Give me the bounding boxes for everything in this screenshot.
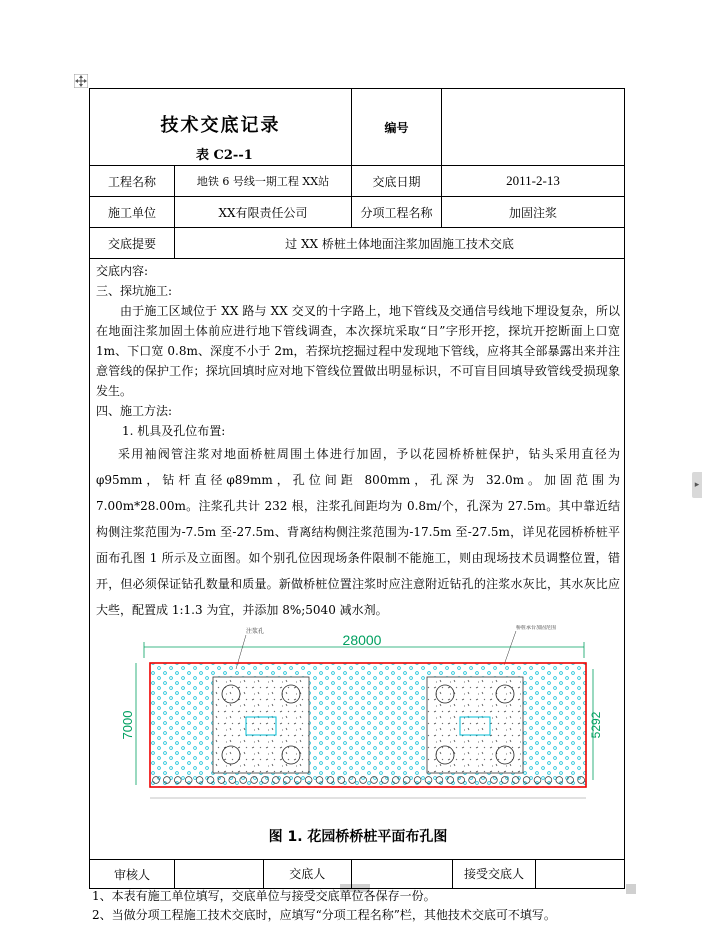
header-title-cell bbox=[90, 89, 352, 166]
figure-caption: 图 1. 花园桥桥桩平面布孔图 bbox=[268, 829, 448, 845]
pile-layout-figure bbox=[96, 625, 620, 847]
side-panel-expand-tab[interactable]: ▸ bbox=[692, 472, 702, 498]
dimension-height-label: 7000 bbox=[120, 710, 135, 740]
date-label: 交底日期 bbox=[352, 166, 442, 197]
section-3-body: 由于施工区域位于 XX 路与 XX 交叉的十字路上，地下管线及交通信号线地下埋设复杂，所以在地面注浆加固土体前应进行地下管线调查，本次探坑采取“日”字形开挖，探坑开挖断面上口宽 1m、下口宽 0.8m、深度不小于 2m，若探坑挖掘过程中发现地下管线，应将其全部暴露出来并注意管线的保护工作；探坑回填时应对地下管线位置做出明显标识，不可盲目回填导致管线受损现象发生。 bbox=[96, 304, 620, 398]
construction-unit-label: 施工单位 bbox=[90, 197, 175, 228]
section-4-1-title: 1. 机具及孔位布置: bbox=[122, 424, 226, 438]
construction-unit-value[interactable]: XX有限责任公司 bbox=[175, 197, 352, 228]
section-4-title: 四、施工方法: bbox=[96, 404, 173, 418]
dimension-width-label: 28000 bbox=[342, 632, 382, 648]
date-value[interactable]: 2011-2-13 bbox=[442, 166, 625, 197]
presenter-label: 交底人 bbox=[289, 867, 326, 881]
table-resize-handle[interactable] bbox=[626, 884, 636, 894]
technical-disclosure-table bbox=[89, 88, 625, 889]
reviewer-signature[interactable] bbox=[175, 860, 352, 889]
section-4-1-body: 采用袖阀管注浆对地面桥桩周围土体进行加固，予以花园桥桥桩保护，钻头采用直径为φ95mm，钻杆直径φ89mm，孔位间距 800mm，孔深为 32.0m。加固范围为 7.00m*28.00m。注浆孔共计 232 根，注浆孔间距均为 0.8m/个，孔深为 27.5m。其中靠近结构侧注浆范围为-7.5m 至-27.5m、背离结构侧注浆范围为-17.5m 至-27.5m，详见花园桥桥桩平面布孔图 1 所示及立面图。如个别孔位因现场条件限制不能施工，则由现场技术员调整位置，错开，但必须保证钻孔数量和质量。新做桥桩位置注浆时应注意附近钻孔的注浆水灰比，其水灰比应大些，配置成 1:1.3 为宜，并添加 8%;5040 减水剂。 bbox=[96, 447, 620, 617]
form-number: 表 C2--1 bbox=[196, 148, 253, 163]
number-label: 编号 bbox=[352, 89, 442, 166]
pile-cap-left bbox=[213, 677, 309, 773]
summary-label: 交底提要 bbox=[90, 228, 175, 259]
pile-cap-right bbox=[427, 677, 523, 773]
presenter-signature[interactable] bbox=[352, 860, 536, 889]
disclosure-content-cell[interactable] bbox=[90, 259, 625, 860]
pile-layout-drawing bbox=[96, 625, 619, 821]
footnote-1: 1、本表有施工单位填写，交底单位与接受交底单位各保存一份。 bbox=[92, 889, 436, 903]
annotation-grout-holes: 注浆孔 bbox=[246, 628, 265, 635]
subproject-label: 分项工程名称 bbox=[352, 197, 442, 228]
receiver-signature[interactable] bbox=[536, 860, 625, 889]
subproject-value[interactable]: 加固注浆 bbox=[442, 197, 625, 228]
summary-value[interactable]: 过 XX 桥桩土体地面注浆加固施工技术交底 bbox=[175, 228, 625, 259]
project-name-value[interactable]: 地铁 6 号线一期工程 XX站 bbox=[175, 166, 352, 197]
document-title: 技术交底记录 bbox=[160, 115, 281, 136]
project-name-label: 工程名称 bbox=[90, 166, 175, 197]
receiver-label: 接受交底人 bbox=[463, 867, 524, 881]
dimension-inner-label: 5292 bbox=[589, 711, 603, 739]
content-intro: 交底内容: bbox=[96, 264, 149, 278]
section-3-title: 三、探坑施工: bbox=[96, 284, 173, 298]
footnote-2: 2、当做分项工程施工技术交底时，应填写“分项工程名称”栏，其他技术交底可不填写。 bbox=[92, 908, 556, 922]
reviewer-label: 审核人 bbox=[90, 860, 175, 889]
table-move-handle-icon[interactable] bbox=[74, 74, 88, 88]
footnotes bbox=[92, 887, 556, 925]
annotation-reinforcement-range: 桥桩承台加固范围 bbox=[516, 625, 557, 631]
number-value[interactable] bbox=[442, 89, 625, 166]
